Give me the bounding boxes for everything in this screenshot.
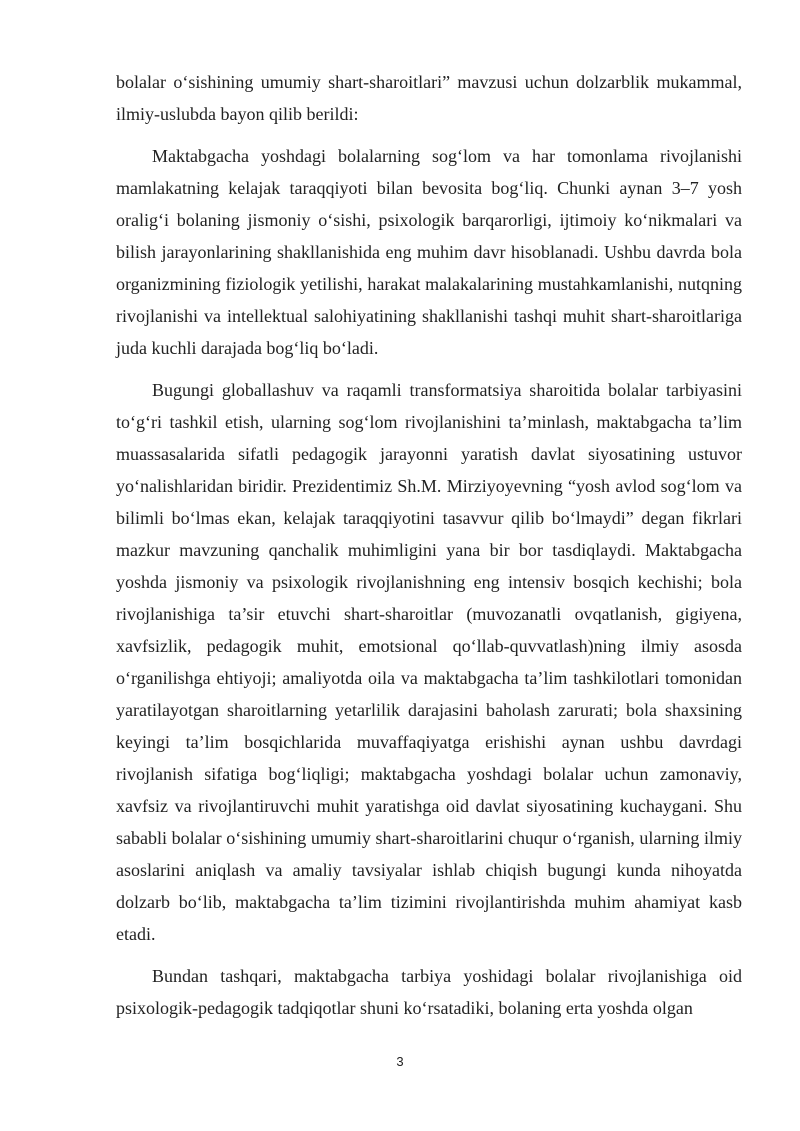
paragraph-continuation: bolalar o‘sishining umumiy shart-sharoitlari” mavzusi uchun dolzarblik mukammal, ilmiy-uslubda bayon qilib berildi: <box>116 72 742 124</box>
paragraph-state-policy: Bugungi globallashuv va raqamli transformatsiya sharoitida bolalar tarbiyasini to‘g‘ri tashkil etish, ularning sog‘lom rivojlanishini ta’minlash, maktabgacha ta’lim muassasalarida sifatli pedagogik jarayonni yaratish davlat siyosatining ustuvor yo‘nalishlaridan biridir. Prezidentimiz Sh.M. Mirziyoyevning “yosh avlod sog‘lom va bilimli bo‘lmas ekan, kelajak taraqqiyotini tasavvur qilib bo‘lmaydi” degan fikrlari mazkur mavzuning qanchalik muhimligini yana bir bor tasdiqlaydi. Maktabgacha yoshda jismoniy va psixologik rivojlanishning eng intensiv bosqich kechishi; bola rivojlanishiga ta’sir etuvchi shart-sharoitlar (muvozanatli ovqatlanish, gigiyena, xavfsizlik, pedagogik muhit, emotsional qo‘llab-quvvatlash)ning ilmiy asosda o‘rganilishga ehtiyoji; amaliyotda oila va maktabgacha ta’lim tashkilotlari tomonidan yaratilayotgan sharoitlarning yetarlilik darajasini baholash zarurati; bola shaxsining keyingi ta’lim bosqichlarida muvaffaqiyatga erishishi aynan ushbu davrdagi rivojlanish sifatiga bog‘liqligi; maktabgacha yoshdagi bolalar uchun zamonaviy, xavfsiz va rivojlantiruvchi muhit yaratishga oid davlat siyosatining kuchaygani. Shu sababli bolalar o‘sishining umumiy shart-sharoitlarini chuqur o‘rganish, ularning ilmiy asoslarini aniqlash va amaliy tavsiyalar ishlab chiqish bugungi kunda nihoyatda dolzarb bo‘lib, maktabgacha ta’lim tizimini rivojlantirishda muhim ahamiyat kasb etadi. <box>116 380 742 944</box>
paragraph-development: Maktabgacha yoshdagi bolalarning sog‘lom va har tomonlama rivojlanishi mamlakatning kelajak taraqqiyoti bilan bevosita bog‘liq. Chunki aynan 3–7 yosh oralig‘i bolaning jismoniy o‘sishi, psixologik barqarorligi, ijtimoiy ko‘nikmalari va bilish jarayonlarining shakllanishida eng muhim davr hisoblanadi. Ushbu davrda bola organizmining fiziologik yetilishi, harakat malakalarining mustahkamlanishi, nutqning rivojlanishi va intellektual salohiyatining shakllanishi tashqi muhit shart-sharoitlariga juda kuchli darajada bog‘liq bo‘ladi. <box>116 146 742 358</box>
page-number: 3 <box>396 1054 404 1069</box>
document-body <box>116 66 742 1024</box>
paragraph-research: Bundan tashqari, maktabgacha tarbiya yoshidagi bolalar rivojlanishiga oid psixologik-pedagogik tadqiqotlar shuni ko‘rsatadiki, bolaning erta yoshda olgan <box>116 966 742 1018</box>
